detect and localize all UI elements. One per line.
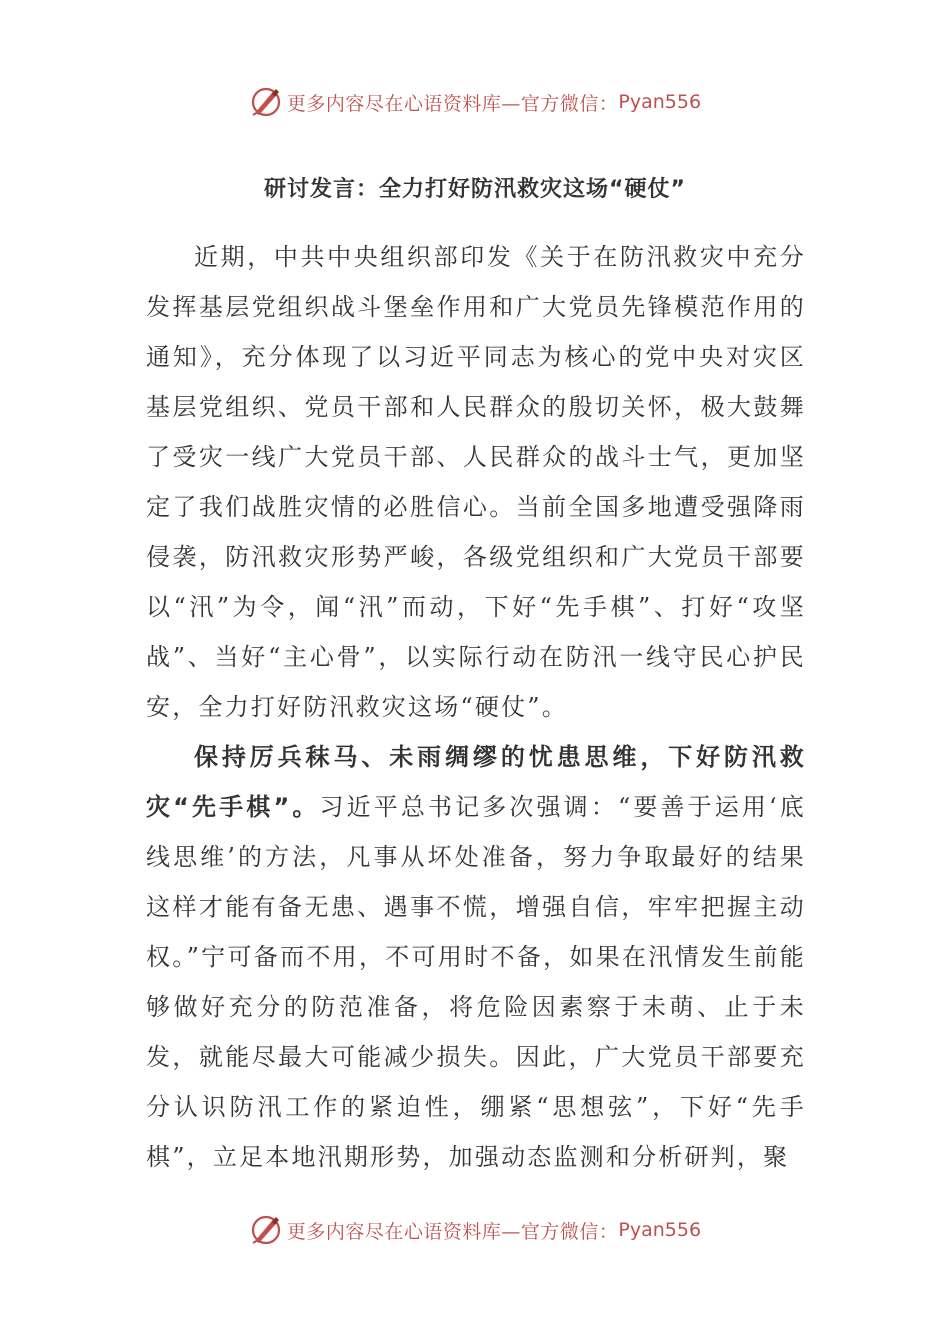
watermark-text: 更多内容尽在心语资料库—官方微信： <box>286 1220 619 1243</box>
watermark-text: 更多内容尽在心语资料库—官方微信： <box>286 92 619 115</box>
paragraph-2-heading: 保持厉兵秣马、未雨绸缪的忧患思维，下好防汛救灾“先手棋”。 <box>146 743 806 821</box>
pen-quill-logo-icon <box>249 85 283 119</box>
watermark-wechat-id: Pyan556 <box>618 1219 702 1241</box>
footer-watermark <box>0 1210 950 1250</box>
document-body <box>146 232 806 1182</box>
paragraph-1: 近期，中共中央组织部印发《关于在防汛救灾中充分发挥基层党组织战斗堡垒作用和广大党员先锋模范作用的通知》，充分体现了以习近平同志为核心的党中央对灾区基层党组织、党员干部和人民群众的殷切关怀，极大鼓舞了受灾一线广大党员干部、人民群众的战斗士气，更加坚定了我们战胜灾情的必胜信心。当前全国多地遭受强降雨侵袭，防汛救灾形势严峻，各级党组织和广大党员干部要以“汛”为令，闻“汛”而动，下好“先手棋”、打好“攻坚战”、当好“主心骨”，以实际行动在防汛一线守民心护民安，全力打好防汛救灾这场“硬仗”。 <box>146 243 806 721</box>
paragraph-2-body: 习近平总书记多次强调：“要善于运用‘底线思维’的方法，凡事从坏处准备，努力争取最好的结果这样才能有备无患、遇事不慌，增强自信，牢牢把握主动权。”宁可备而不用，不可用时不备，如果在汛情发生前能够做好充分的防范准备，将危险因素察于未萌、止于未发，就能尽最大可能减少损失。因此，广大党员干部要充分认识防汛工作的紧迫性，绷紧“思想弦”，下好“先手棋”，立足本地汛期形势，加强动态监测和分析研判，聚 <box>146 793 806 1171</box>
pen-quill-logo-icon <box>249 1213 283 1247</box>
document-title: 研讨发言：全力打好防汛救灾这场“硬仗” <box>264 177 686 202</box>
paragraph-2 <box>146 732 806 1182</box>
header-watermark <box>0 82 950 122</box>
watermark-wechat-id: Pyan556 <box>618 91 702 113</box>
